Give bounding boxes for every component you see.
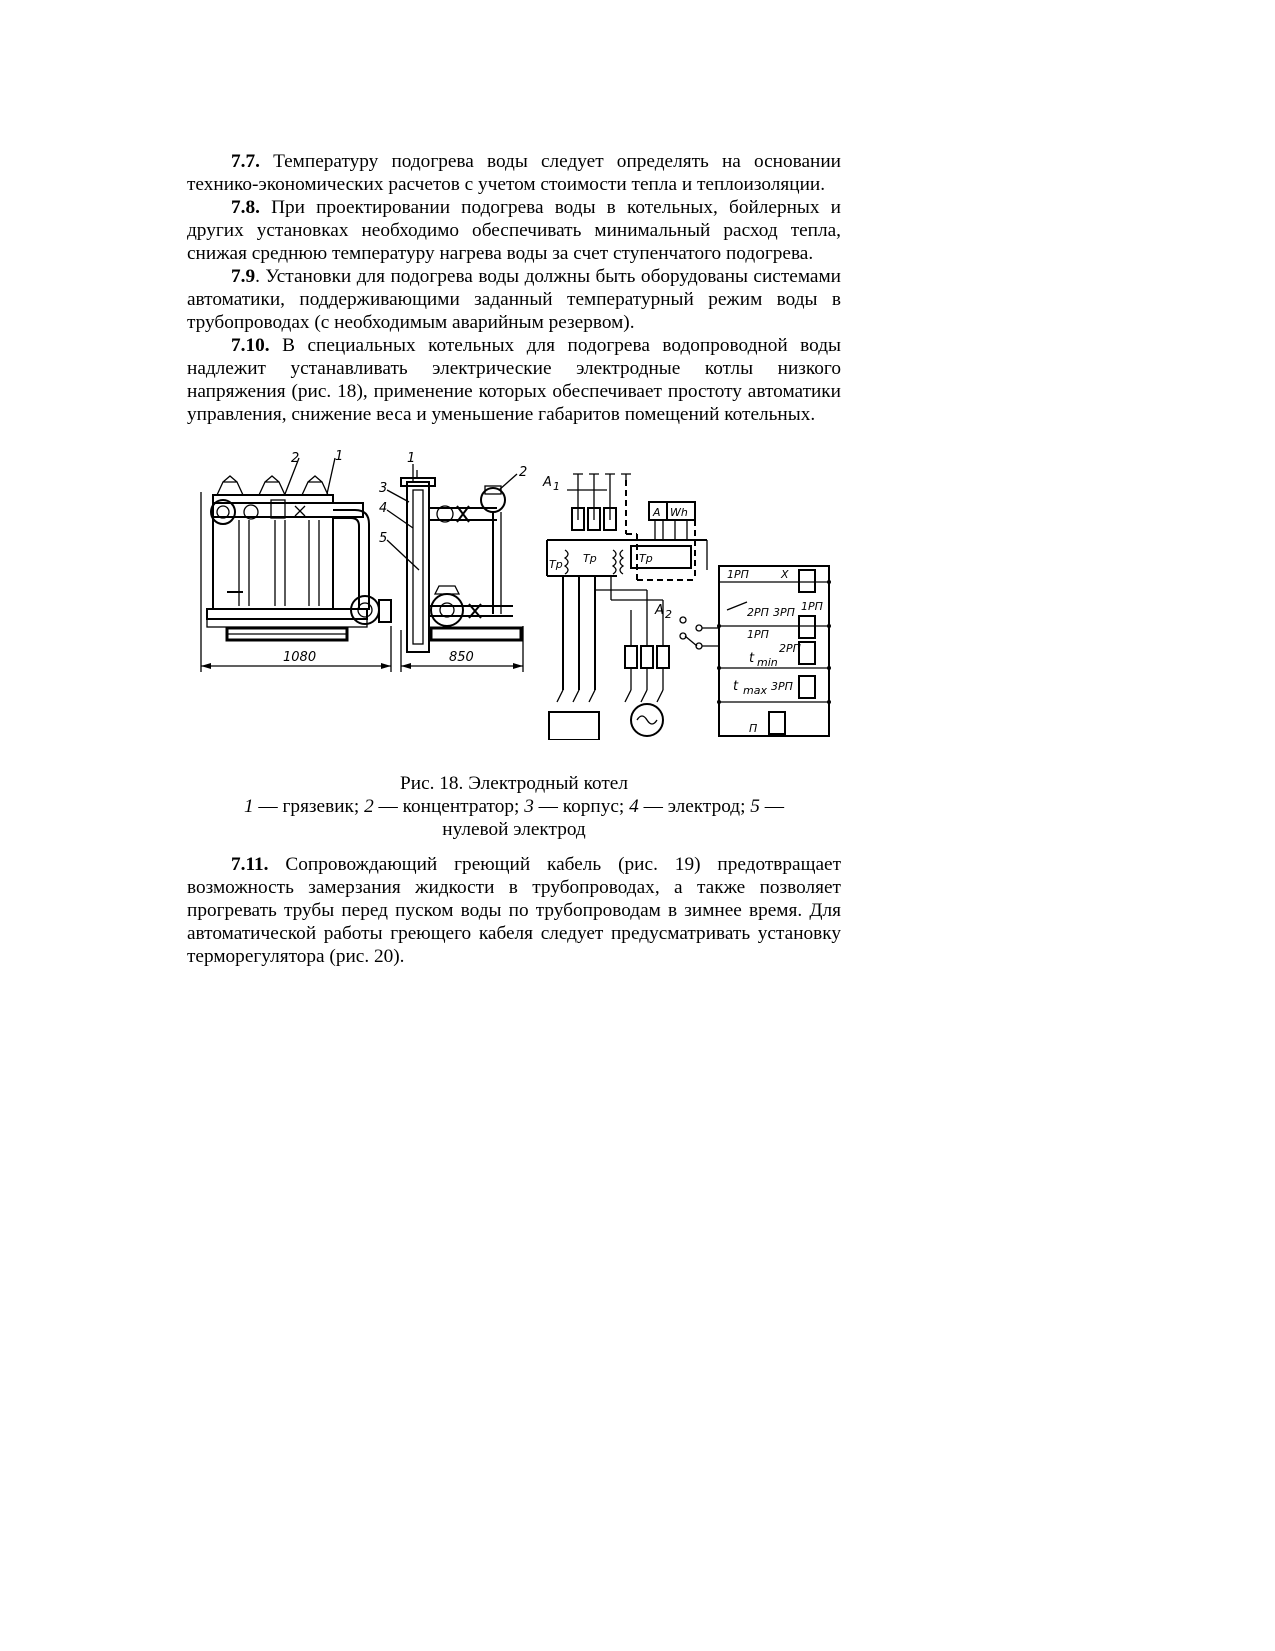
dimension-label-1080: 1080	[283, 650, 317, 665]
tmax-label: t	[733, 679, 739, 694]
transformer-label-1: Тр	[549, 558, 563, 571]
caption-text-3: — корпус;	[533, 796, 630, 817]
ammeter-label: A	[653, 506, 661, 519]
caption-text-4: — электрод;	[638, 796, 751, 817]
caption-title: Рис. 18. Электродный котел	[400, 773, 628, 794]
caption-num-2: 2	[364, 796, 374, 817]
relay-label-1rp-c: 1РП	[747, 628, 769, 641]
paragraph-7-8	[187, 196, 841, 265]
paragraph-text: При проектировании подогрева воды в котельных, бойлерных и других установках необходимо обеспечивать минимальный расход тепла, снижая среднюю температуру нагрева воды за счет ступенчатого подогрева.	[187, 197, 841, 264]
label-a1-sub: 1	[553, 480, 560, 493]
caption-text-1: — грязевик;	[253, 796, 365, 817]
paragraph-7-11	[187, 853, 841, 968]
transformer-label-3: Тр	[639, 552, 653, 565]
label-1-front: 1	[335, 450, 344, 464]
relay-control-panel	[717, 566, 831, 736]
relay-label-2rp: 2РП	[747, 606, 769, 619]
relay-label-x: X	[781, 568, 789, 581]
relay-label-1rp-b: 1РП	[801, 600, 823, 613]
paragraph-text: В специальных котельных для подогрева водопроводной воды надлежит устанавливать электрические электродные котлы низкого напряжения (рис. 18), применение которых обеспечивает простоту автоматики управления, снижение веса и уменьшение габаритов помещений котельных.	[187, 335, 841, 425]
caption-num-3: 3	[524, 796, 534, 817]
document-page	[187, 150, 841, 968]
dimension-label-850: 850	[449, 650, 474, 665]
paragraph-text: Температуру подогрева воды следует определять на основании технико-экономических расчетов с учетом стоимости тепла и теплоизоляции.	[187, 151, 841, 195]
relay-label-1rp: 1РП	[727, 568, 749, 581]
tmin-sub-label: min	[757, 656, 778, 669]
electrode-boiler-drawing	[187, 450, 841, 740]
caption-text-2: — концентратор;	[373, 796, 525, 817]
tmin-label: t	[749, 651, 755, 666]
paragraph-number: 7.8.	[231, 197, 260, 218]
figure-caption	[187, 772, 841, 841]
caption-num-1: 1	[243, 796, 254, 817]
paragraph-number: 7.9	[231, 266, 256, 287]
label-a1: A	[543, 475, 552, 490]
paragraph-number: 7.10.	[231, 335, 270, 356]
paragraph-number: 7.11.	[231, 854, 269, 875]
paragraph-text: . Установки для подогрева воды должны быть оборудованы системами автоматики, поддерживающими заданный температурный режим воды в трубопроводах (с необходимым аварийным резервом).	[187, 266, 841, 333]
electrical-schematic	[542, 474, 719, 740]
label-1-side: 1	[407, 451, 416, 466]
caption-num-5: 5	[750, 796, 760, 817]
boiler-side-view	[379, 451, 527, 672]
paragraph-7-10	[187, 334, 841, 426]
caption-text-5: — нулевой электрод	[442, 796, 785, 840]
figure-electrode-boiler	[187, 450, 841, 740]
paragraph-7-9	[187, 265, 841, 334]
relay-label-3rp-b: 3РП	[771, 680, 793, 693]
label-3: 3	[379, 481, 388, 496]
label-a2-sub: 2	[665, 608, 672, 621]
paragraph-text: Сопровождающий греющий кабель (рис. 19) предотвращает возможность замерзания жидкости в трубопроводах, а также позволяет прогревать трубы перед пуском воды по трубопроводам в зимнее время. Для автоматической работы греющего кабеля следует предусматривать установку терморегулятора (рис. 20).	[187, 854, 841, 967]
label-2-side: 2	[519, 465, 528, 480]
caption-num-4: 4	[629, 796, 639, 817]
relay-label-3rp: 3РП	[773, 606, 795, 619]
transformer-label-2: Тр	[583, 552, 597, 565]
label-4: 4	[379, 501, 388, 516]
wattmeter-label: Wh	[670, 506, 688, 519]
paragraph-number: 7.7.	[231, 151, 260, 172]
label-a2: A	[655, 603, 664, 618]
relay-label-p: П	[749, 722, 758, 735]
tmax-sub-label: max	[743, 684, 767, 697]
relay-label-2rp-b: 2РП	[779, 642, 801, 655]
label-5: 5	[379, 531, 388, 546]
paragraph-7-7	[187, 150, 841, 196]
label-2-front: 2	[291, 451, 300, 466]
caption-legend	[217, 795, 811, 841]
boiler-front-view	[201, 450, 391, 672]
